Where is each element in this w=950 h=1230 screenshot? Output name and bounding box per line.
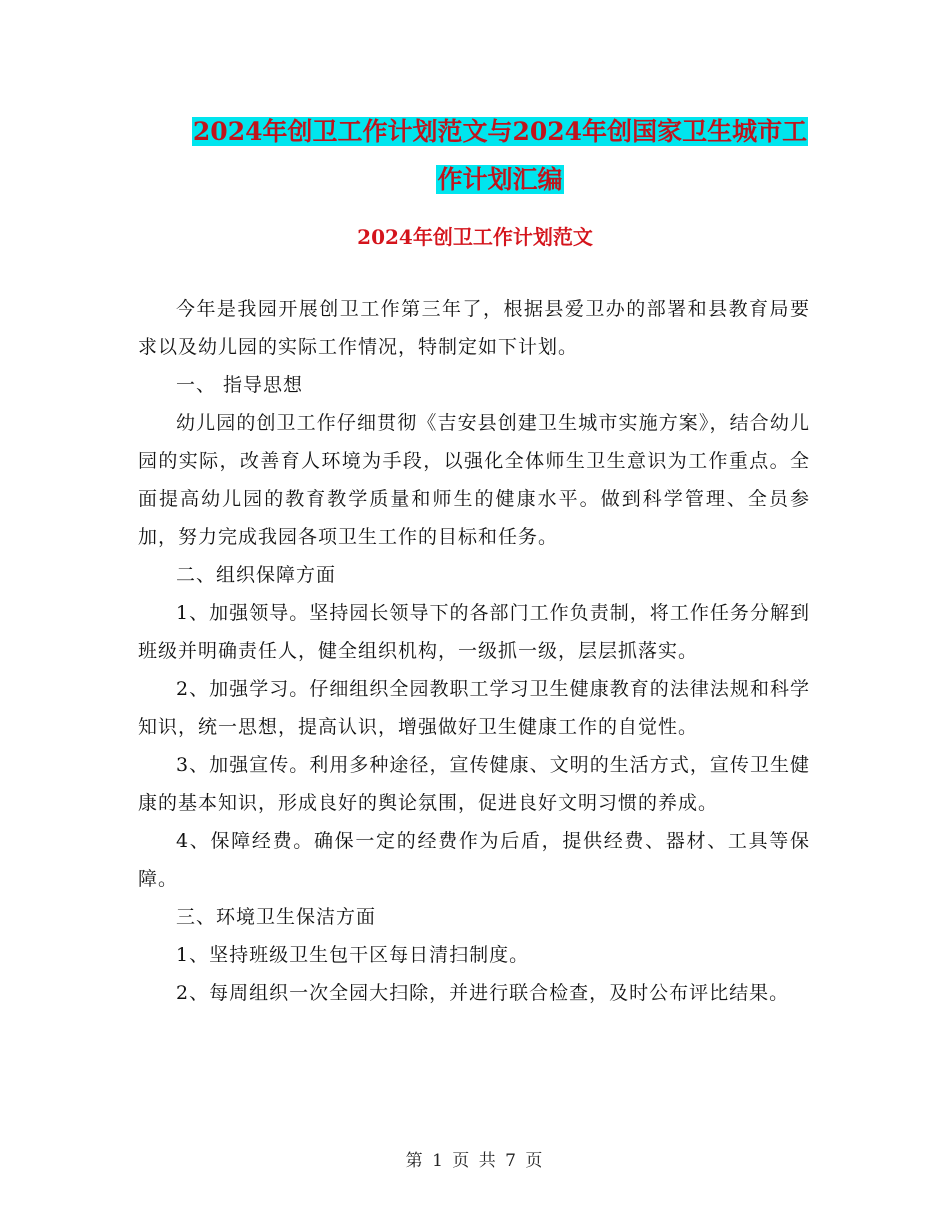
heading-environment: 三、环境卫生保洁方面	[176, 906, 377, 928]
heading-guiding-ideology: 一、 指导思想	[176, 374, 304, 396]
paragraph-daily-cleaning: 1、坚持班级卫生包干区每日清扫制度。	[176, 944, 530, 966]
paragraph-publicity: 3、加强宣传。利用多种途径，宣传健康、文明的生活方式，宣传卫生健康的基本知识，形成良好的舆论氛围，促进良好文明习惯的养成。	[138, 754, 810, 814]
document-body	[138, 290, 810, 1012]
document-title-line2: 作计划汇编	[437, 165, 563, 194]
paragraph-funding: 4、保障经费。确保一定的经费作为后盾，提供经费、器材、工具等保障。	[138, 830, 810, 890]
page-footer: 第 1 页 共 7 页	[405, 1151, 545, 1171]
paragraph-leadership: 1、加强领导。坚持园长领导下的各部门工作负责制，将工作任务分解到班级并明确责任人，健全组织机构，一级抓一级，层层抓落实。	[138, 602, 810, 662]
paragraph-learning: 2、加强学习。仔细组织全园教职工学习卫生健康教育的法律法规和科学知识，统一思想，提高认识，增强做好卫生健康工作的自觉性。	[138, 678, 810, 738]
paragraph-intro: 今年是我园开展创卫工作第三年了，根据县爱卫办的部署和县教育局要求以及幼儿园的实际工作情况，特制定如下计划。	[138, 298, 810, 358]
paragraph-guiding-ideology: 幼儿园的创卫工作仔细贯彻《吉安县创建卫生城市实施方案》，结合幼儿园的实际，改善育人环境为手段，以强化全体师生卫生意识为工作重点。全面提高幼儿园的教育教学质量和师生的健康水平。做到科学管理、全员参加，努力完成我园各项卫生工作的目标和任务。	[138, 412, 810, 548]
section-title: 2024年创卫工作计划范文	[357, 225, 593, 249]
heading-organization: 二、组织保障方面	[176, 564, 337, 586]
document-title	[180, 108, 820, 204]
paragraph-weekly-cleaning: 2、每周组织一次全园大扫除，并进行联合检查，及时公布评比结果。	[176, 982, 790, 1004]
document-title-line1: 2024年创卫工作计划范文与2024年创国家卫生城市工	[192, 117, 808, 146]
